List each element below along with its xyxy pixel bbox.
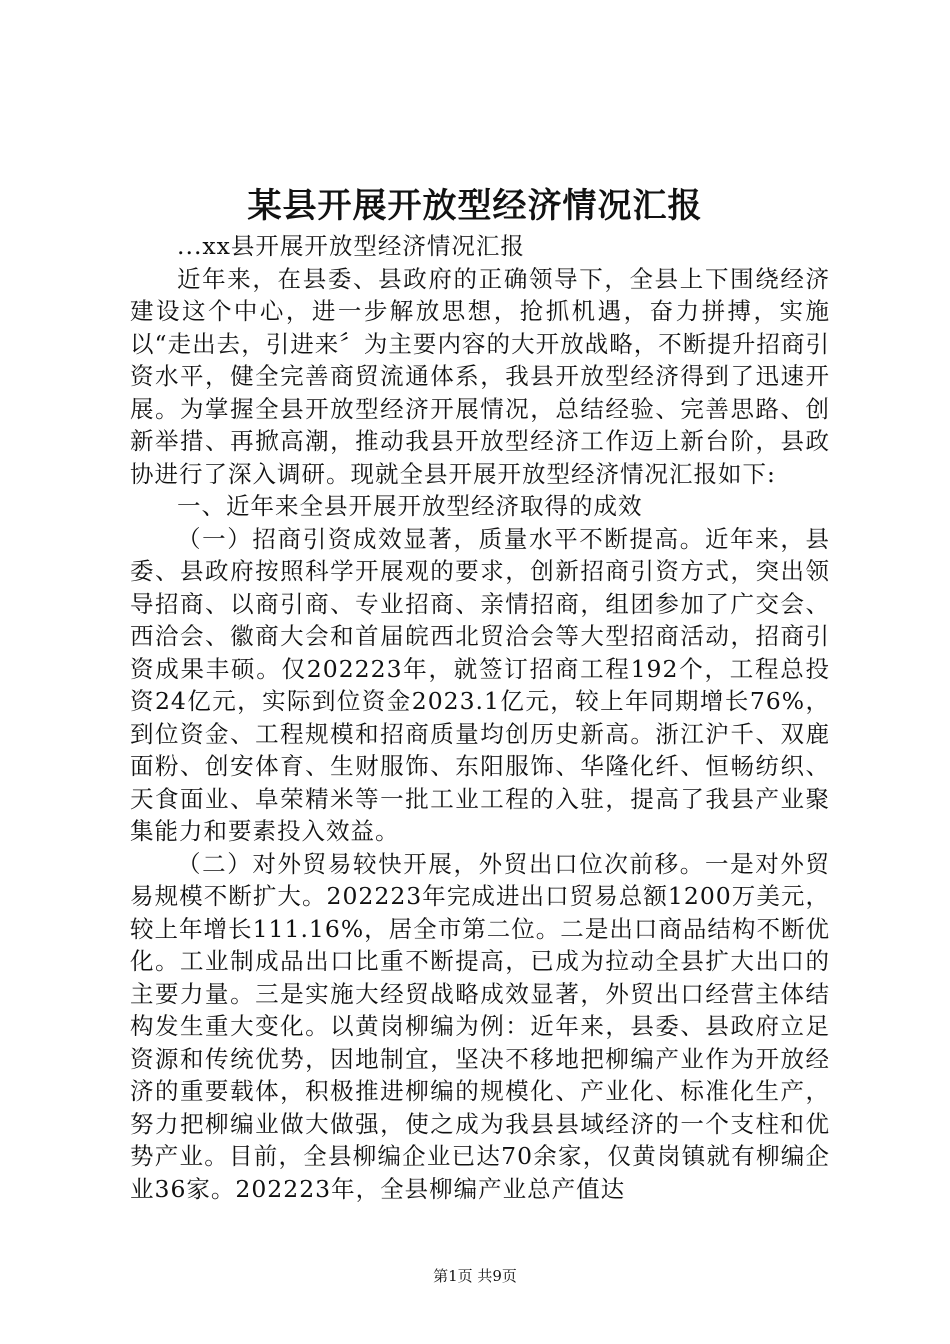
intro-paragraph: 近年来，在县委、县政府的正确领导下，全县上下围绕经济建设这个中心，进一步解放思想，抢抓机遇，奋力拼搏，实施以“走出去，引进来〞为主要内容的大开放战略，不断提升招商引资水平，健全完善商贸流通体系，我县开放型经济得到了迅速开展。为掌握全县开放型经济开展情况，总结经验、完善思路、创新举措、再掀高潮，推动我县开放型经济工作迈上新台阶，县政协进行了深入调研。现就全县开展开放型经济情况汇报如下: (130, 264, 830, 488)
document-title: 某县开展开放型经济情况汇报 (247, 186, 703, 226)
body-paragraph: （一）招商引资成效显著，质量水平不断提高。近年来，县委、县政府按照科学开展观的要求，创新招商引资方式，突出领导招商、以商引商、专业招商、亲情招商，组团参加了广交会、西洽会、徽商大会和首届皖西北贸洽会等大型招商活动，招商引资成果丰硕。仅202223年，就签订招商工程192个，工程总投资24亿元，实际到位资金2023.1亿元，较上年同期增长76%，到位资金、工程规模和招商质量均创历史新高。浙江沪千、双鹿面粉、创安体育、生财服饰、东阳服饰、华隆化纤、恒畅纺织、天食面业、阜荣精米等一批工业工程的入驻，提高了我县产业聚集能力和要素投入效益。 (130, 524, 830, 845)
section-heading: 一、近年来全县开展开放型经济取得的成效 (177, 492, 643, 520)
page-number-footer: 第1页 共9页 (433, 1267, 517, 1285)
document-subtitle: ...xx县开展开放型经济情况汇报 (177, 232, 525, 260)
body-paragraph: （二）对外贸易较快开展，外贸出口位次前移。一是对外贸易规模不断扩大。202223年完成进出口贸易总额1200万美元，较上年增长111.16%，居全市第二位。二是出口商品结构不断优化。工业制成品出口比重不断提高，已成为拉动全县扩大出口的主要力量。三是实施大经贸战略成效显著，外贸出口经营主体结构发生重大变化。以黄岗柳编为例：近年来，县委、县政府立足资源和传统优势，因地制宜，坚决不移地把柳编产业作为开放经济的重要载体，积极推进柳编的规模化、产业化、标准化生产，努力把柳编业做大做强，使之成为我县县域经济的一个支柱和优势产业。目前，全县柳编企业已达70余家，仅黄岗镇就有柳编企业36家。202223年，全县柳编产业总产值达 (130, 849, 830, 1203)
document-body (130, 230, 830, 1205)
